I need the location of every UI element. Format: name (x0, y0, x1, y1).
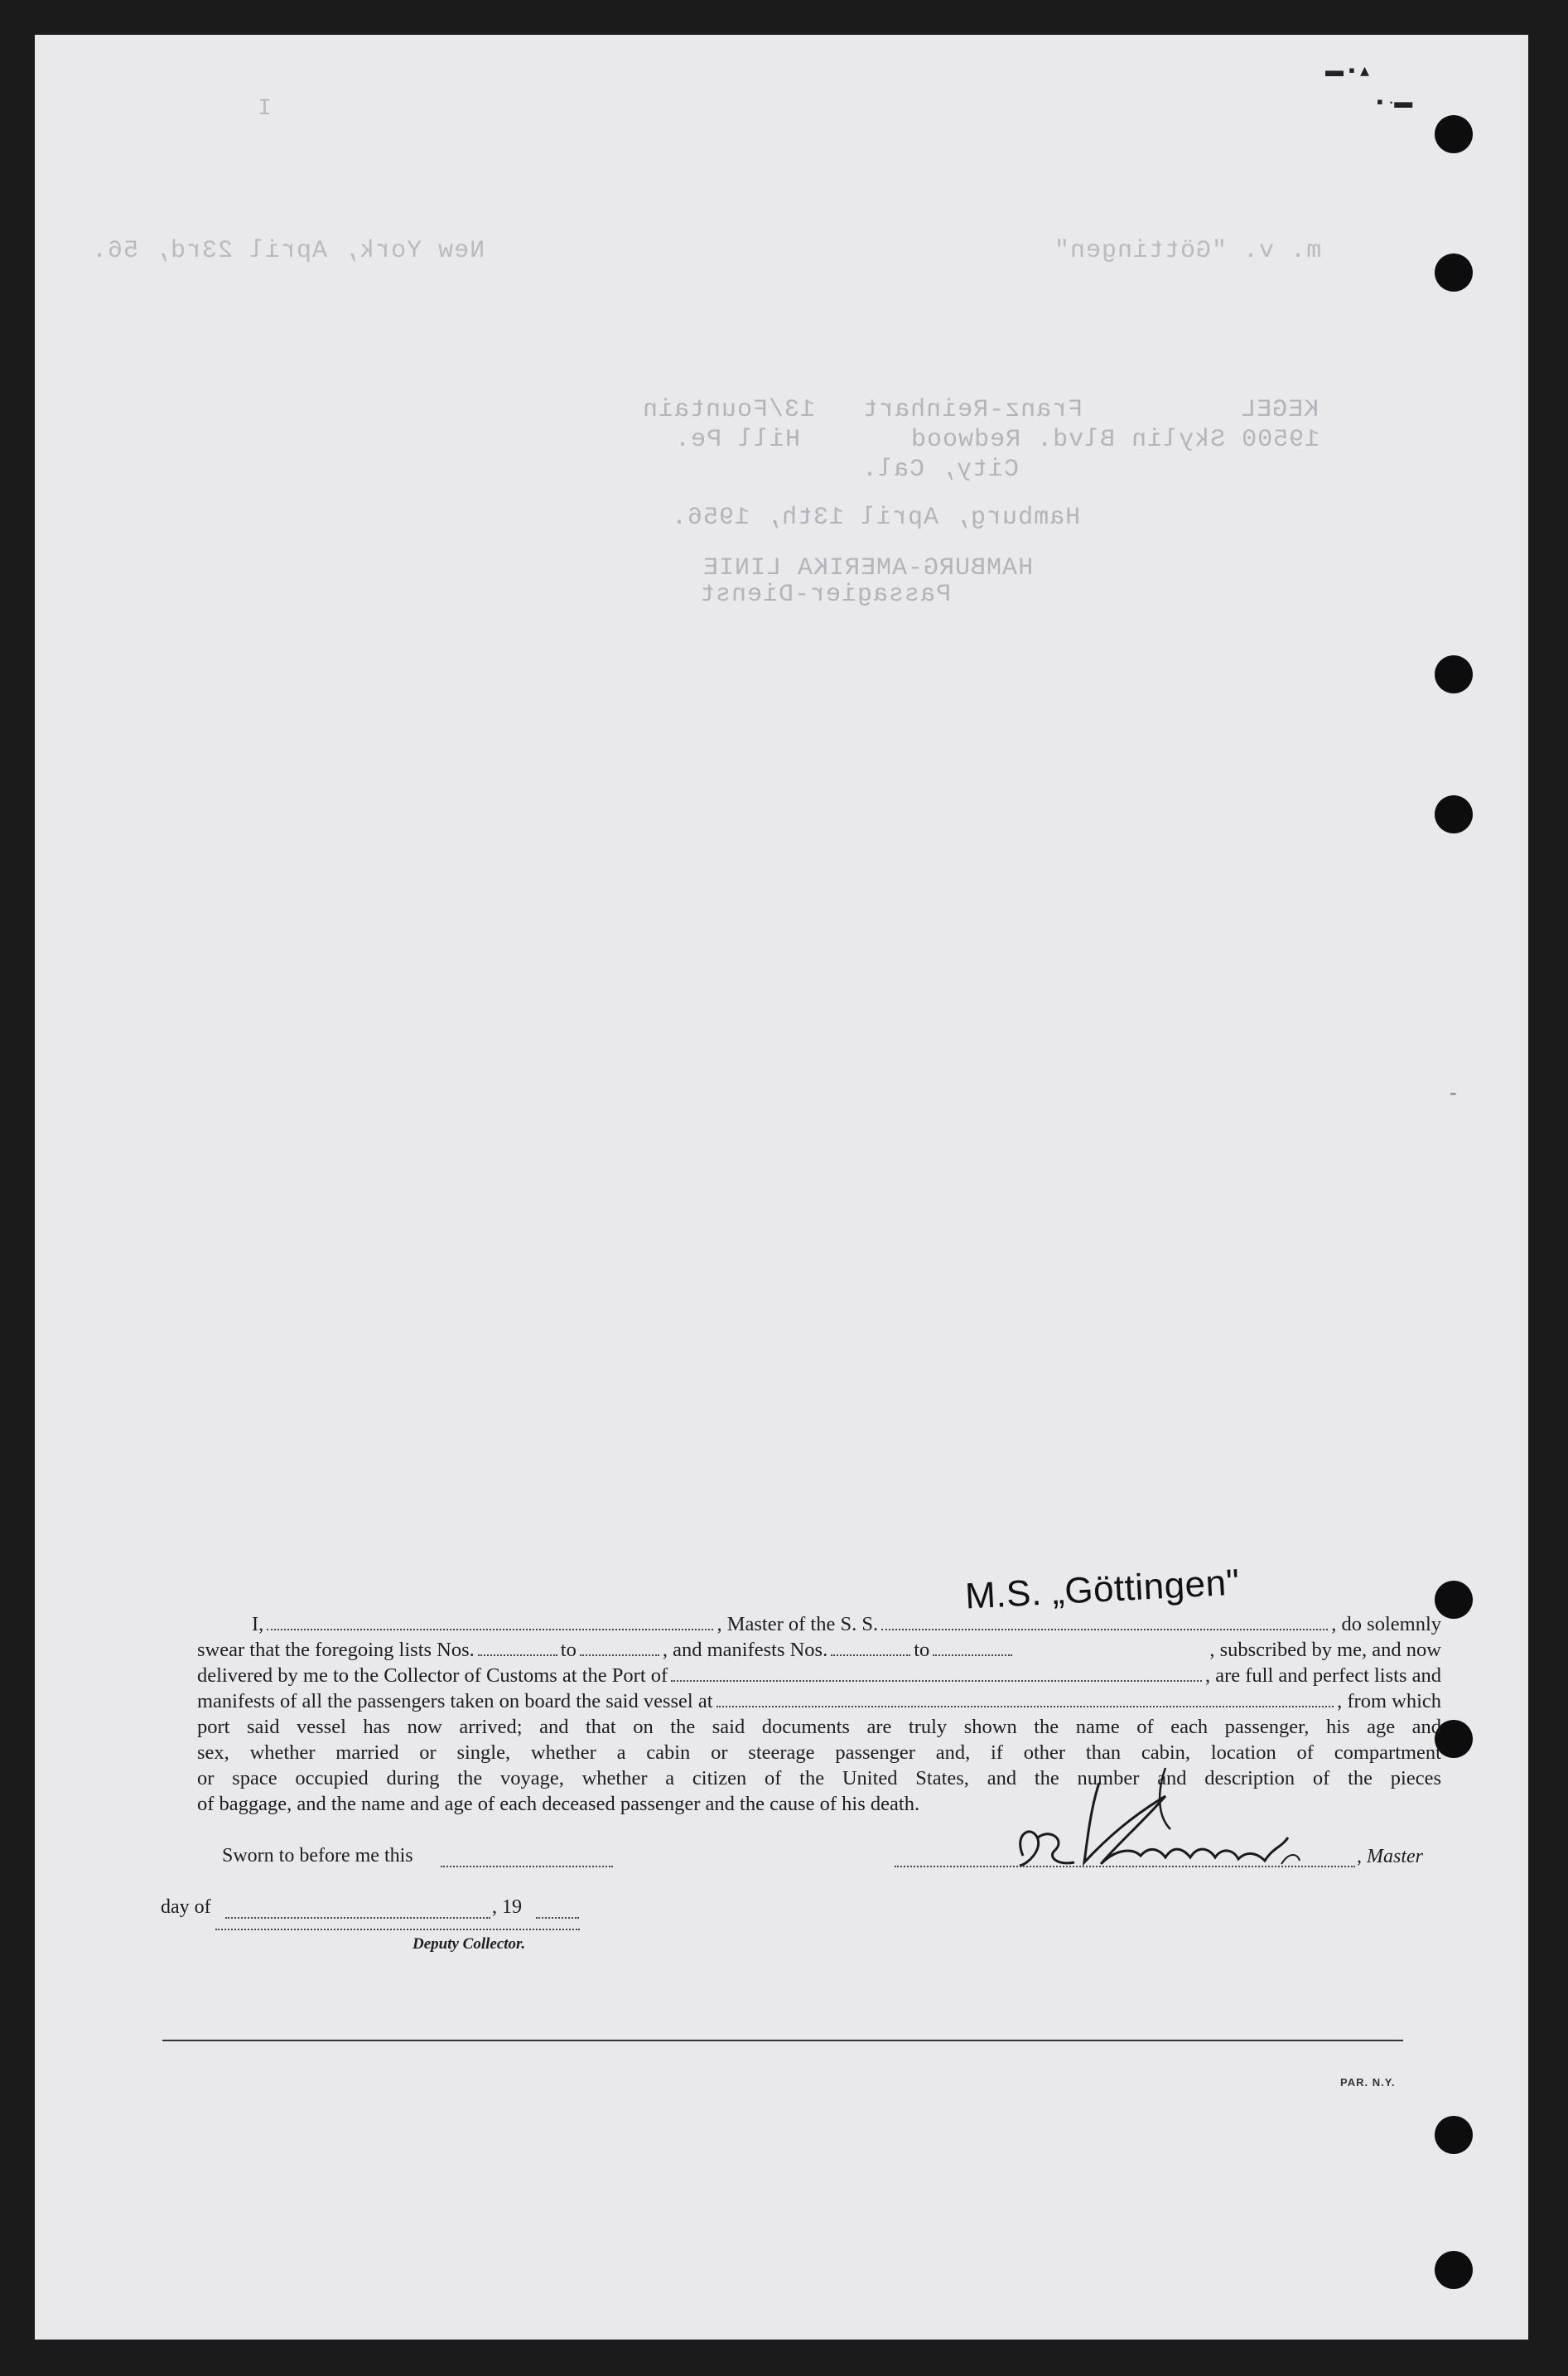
document-page (35, 35, 1528, 2340)
year-label: , 19 (492, 1896, 522, 1918)
bleed-company-line-1: HAMBURG-AMERIKA LINIE (702, 554, 1034, 582)
oath-text: , do solemnly (1331, 1613, 1442, 1635)
sworn-label: Sworn to before me this (222, 1845, 413, 1867)
sworn-date-blank (441, 1866, 613, 1867)
oath-text: , are full and perfect lists and (1204, 1664, 1441, 1687)
oath-text: or space occupied during the voyage, whether a citizen of the United States, and the number and description of the pieces (197, 1767, 1441, 1789)
oath-line-1 (197, 1611, 1441, 1637)
oath-text: , Master of the S. S. (716, 1613, 879, 1635)
oath-text: delivered by me to the Collector of Customs at the Port of (197, 1664, 668, 1687)
master-name-blank (267, 1629, 713, 1630)
binder-hole (1435, 2116, 1473, 2154)
binder-hole (1435, 2251, 1473, 2289)
binder-hole (1435, 254, 1473, 292)
bleed-company-line-2: Passagier-Dienst (699, 581, 952, 609)
binder-hole (1435, 795, 1473, 833)
oath-text: to (914, 1639, 930, 1661)
binder-hole (1435, 655, 1473, 693)
year-blank (536, 1917, 579, 1919)
oath-text: port said vessel has now arrived; and that on the said documents are truly shown the name of each passenger, his age and (197, 1716, 1441, 1738)
oath-text: manifests of all the passengers taken on board the said vessel at (197, 1690, 713, 1712)
bleed-header-left: m. v. "Göttingen" (1054, 237, 1322, 265)
deputy-collector-label: Deputy Collector. (413, 1935, 526, 1953)
day-blank (225, 1917, 490, 1919)
oath-text: sex, whether married or single, whether a cabin or steerage passenger and, if other than cabin, location of compartment (197, 1741, 1441, 1764)
oath-text: I, (252, 1613, 264, 1635)
oath-text: , from which (1337, 1690, 1441, 1712)
departure-port-blank (716, 1706, 1334, 1707)
port-blank (671, 1680, 1202, 1682)
manifest-from-blank (831, 1654, 910, 1656)
corner-marks: ▪ ·▬ (1377, 91, 1413, 112)
bleed-date-line: Hamburg, April 13th, 1956. (671, 504, 1081, 532)
vessel-name-stamp: M.S. „Göttingen" (963, 1562, 1241, 1617)
deputy-collector-signature-blank (215, 1929, 580, 1930)
bleed-passenger-line-1: KEGEL Franz-Reinhart 13/Fountain (642, 396, 1320, 424)
manifest-to-blank (933, 1654, 1012, 1656)
list-from-blank (478, 1654, 557, 1656)
bleed-passenger-line-3: City, Cal. (861, 456, 1020, 484)
list-to-blank (580, 1654, 659, 1656)
oath-text: , subscribed by me, and now (1209, 1639, 1441, 1661)
stray-mark: - (1450, 1080, 1457, 1104)
oath-text: of baggage, and the name and age of each deceased passenger and the cause of his death. (197, 1793, 920, 1815)
oath-line-2 (197, 1637, 1441, 1663)
oath-line-5 (197, 1714, 1441, 1740)
master-label: , Master (1357, 1846, 1423, 1867)
binder-hole (1435, 115, 1473, 153)
corner-marks: ▬ ▪ ▴ (1325, 60, 1370, 80)
printer-mark: PAR. N.Y. (1340, 2076, 1396, 2089)
oath-line-3 (197, 1663, 1441, 1688)
bleed-header-right: New York, April 23rd, 56. (91, 237, 485, 265)
bleed-passenger-line-2: 19500 Skylin Blvd. Redwood Hill Pe. (674, 426, 1320, 454)
bleed-page-number: I (257, 96, 272, 122)
oath-text: , and manifests Nos. (662, 1639, 828, 1661)
oath-text: swear that the foregoing lists Nos. (197, 1639, 475, 1661)
oath-text: to (560, 1639, 577, 1661)
vessel-name-blank (881, 1629, 1328, 1630)
bottom-rule (162, 2040, 1403, 2041)
master-signature (1008, 1758, 1339, 1882)
oath-line-4 (197, 1688, 1441, 1714)
day-label: day of (161, 1896, 211, 1918)
